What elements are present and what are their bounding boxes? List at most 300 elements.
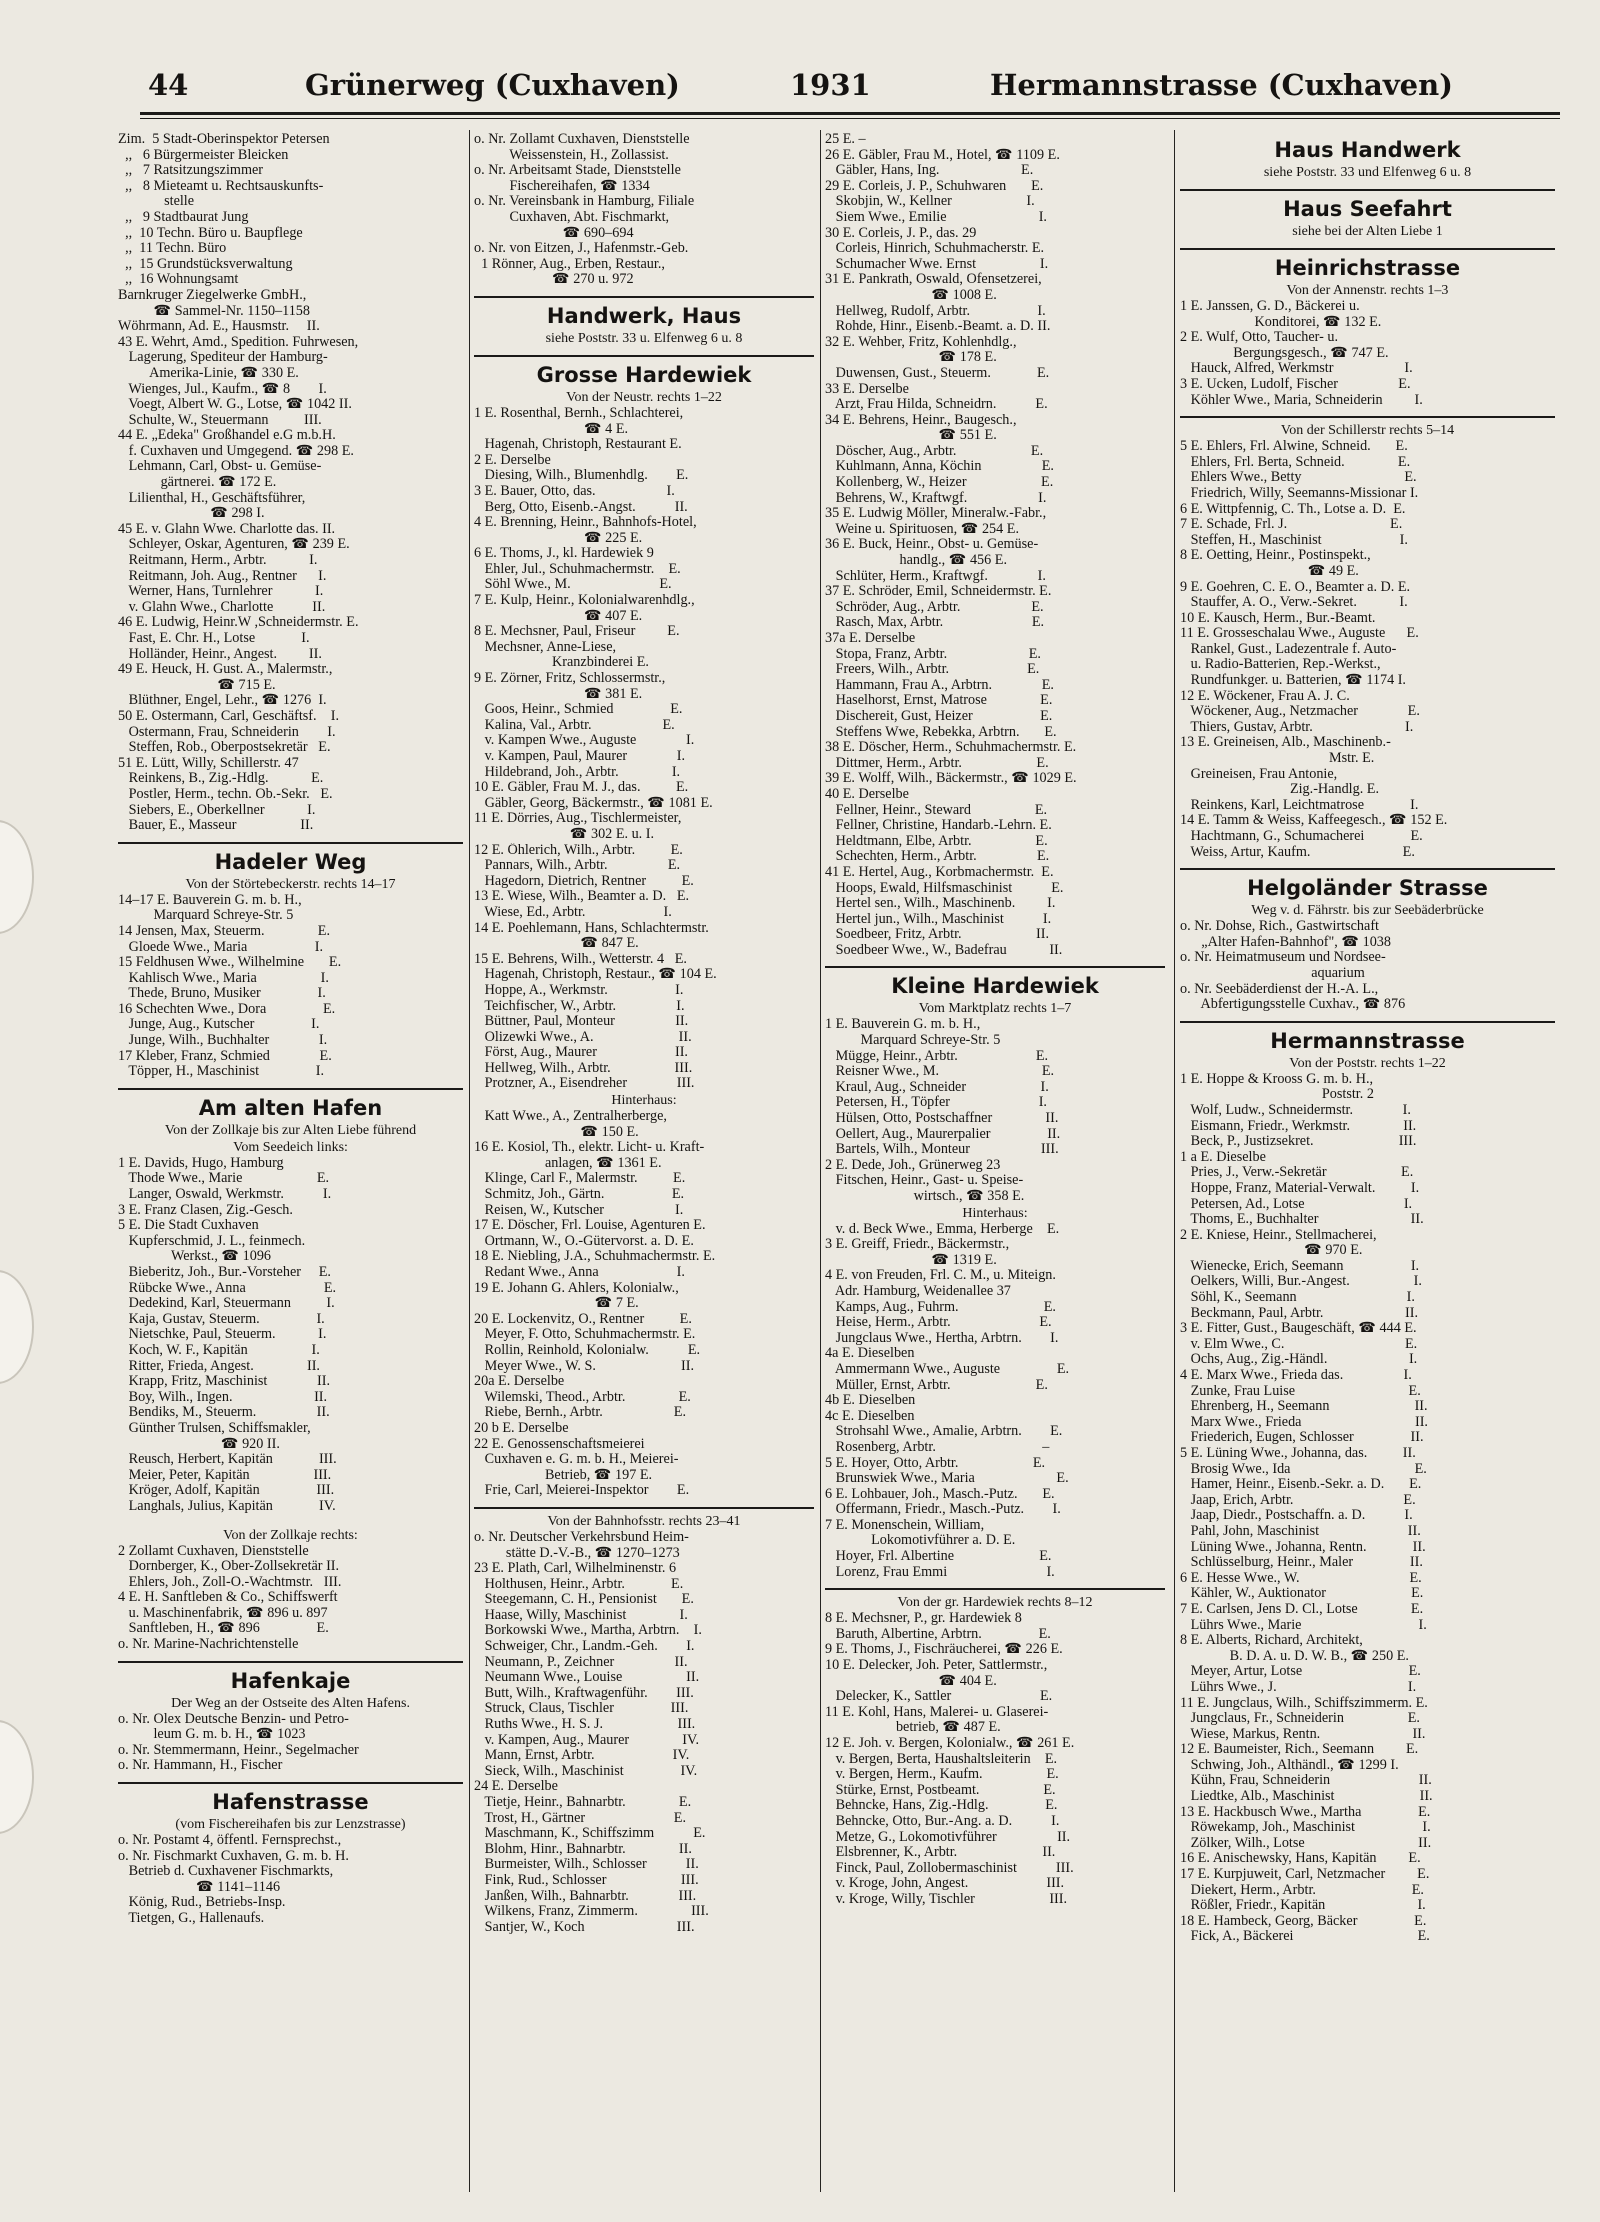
section-rule: [825, 966, 1165, 968]
directory-entry: 7 E. Schade, Frl. J. E.: [1180, 517, 1403, 533]
directory-entry: Brosig Wwe., Ida E.: [1180, 1461, 1427, 1477]
directory-entry: o. Nr. Stemmermann, Heinr., Segelmacher: [118, 1742, 359, 1758]
directory-entry: Tietgen, G., Hallenaufs.: [118, 1911, 265, 1926]
section-rule: [1180, 189, 1555, 191]
section-rule: [1180, 1021, 1555, 1023]
directory-entry: 29 E. Corleis, J. P., Schuhwaren E.: [825, 178, 1044, 194]
directory-entry: 3 E. Ucken, Ludolf, Fischer E.: [1180, 376, 1411, 392]
directory-entry: Meyer, F. Otto, Schuhmachermstr. E.: [474, 1327, 696, 1343]
directory-entry: Kahlisch Wwe., Maria I.: [118, 970, 329, 986]
directory-entry: Dedekind, Karl, Steuermann I.: [118, 1296, 335, 1312]
directory-entry: v. d. Beck Wwe., Emma, Herberge E.: [825, 1221, 1060, 1237]
directory-entry: 50 E. Ostermann, Carl, Geschäftsf. I.: [118, 708, 340, 724]
directory-entry: 25 E. –: [825, 132, 866, 147]
directory-entry: ☎ 847 E.: [474, 936, 639, 952]
directory-entry: ,, 6 Bürgermeister Bleicken: [118, 147, 289, 163]
directory-entry: o. Nr. Deutscher Verkehrsbund Heim-: [474, 1529, 689, 1545]
directory-entry: 39 E. Wolff, Wilh., Bäckermstr., ☎ 1029 E.: [825, 771, 1077, 787]
directory-entry: ☎ 4 E.: [474, 421, 629, 437]
directory-entry: Kranzbinderei E.: [474, 655, 649, 671]
directory-entry: Rosenberg, Arbtr. –: [825, 1439, 1050, 1455]
directory-entry: ☎ 178 E.: [825, 350, 997, 366]
directory-entry: 38 E. Döscher, Herm., Schuhmachermstr. E.: [825, 740, 1077, 756]
directory-entry: 49 E. Heuck, H. Gust. A., Malermstr.,: [118, 662, 333, 678]
punch-hole: [0, 820, 34, 934]
directory-entry: f. Cuxhaven und Umgegend. ☎ 298 E.: [118, 443, 354, 459]
directory-entry: Hellweg, Rudolf, Arbtr. I.: [825, 303, 1046, 319]
directory-entry: stätte D.-V.-B., ☎ 1270–1273: [474, 1545, 680, 1561]
directory-entry: v. Glahn Wwe., Charlotte II.: [118, 599, 326, 615]
directory-entry: Hildebrand, Joh., Arbtr. I.: [474, 764, 681, 780]
directory-entry: Skobjin, W., Kellner I.: [825, 194, 1035, 210]
directory-entry: Lührs Wwe., Marie I.: [1180, 1617, 1427, 1633]
directory-entry: Hertel sen., Wilh., Maschinenb. I.: [825, 896, 1056, 912]
directory-entry: Kupferschmid, J. L., feinmech.: [118, 1233, 306, 1249]
directory-entry: Janßen, Wilh., Bahnarbtr. III.: [474, 1888, 697, 1904]
directory-entry: 1 Rönner, Aug., Erben, Restaur.,: [474, 256, 665, 272]
directory-entry: 44 E. „Edeka" Großhandel e.G m.b.H.: [118, 428, 336, 444]
directory-entry: Meier, Peter, Kapitän III.: [118, 1467, 332, 1483]
directory-entry: Werner, Hans, Turnlehrer I.: [118, 584, 324, 600]
header-rule: [140, 112, 1560, 115]
directory-entry: Olizewki Wwe., A. II.: [474, 1029, 692, 1045]
directory-entry: Krapp, Fritz, Maschinist II.: [118, 1374, 330, 1390]
directory-entry: ☎ 1319 E.: [825, 1252, 997, 1268]
directory-entry: 11 E. Jungclaus, Wilh., Schiffszimmerm. E.: [1180, 1695, 1428, 1711]
directory-entry: 35 E. Ludwig Möller, Mineralw.-Fabr.,: [825, 506, 1047, 522]
directory-entry: Kröger, Adolf, Kapitän III.: [118, 1483, 335, 1499]
directory-entry: Neumann, P., Zeichner II.: [474, 1654, 688, 1670]
directory-entry: Kalina, Val., Arbtr. E.: [474, 717, 675, 733]
directory-entry: Sieck, Wilh., Maschinist IV.: [474, 1763, 698, 1779]
directory-entry: Behncke, Hans, Zig.-Hdlg. E.: [825, 1798, 1058, 1814]
directory-entry: Haase, Willy, Maschinist I.: [474, 1607, 688, 1623]
directory-entry: 22 E. Genossenschaftsmeierei: [474, 1436, 645, 1452]
directory-entry: Eismann, Friedr., Werkmstr. II.: [1180, 1118, 1417, 1134]
directory-entry: 1 a E. Dieselbe: [1180, 1149, 1266, 1165]
directory-entry: o. Nr. Olex Deutsche Benzin- und Petro-: [118, 1711, 349, 1727]
street-heading: Helgoländer Strasse: [1247, 876, 1488, 901]
directory-entry: Reitmann, Herm., Arbtr. I.: [118, 553, 318, 569]
directory-entry: Steffens Wwe, Rebekka, Arbtrn. E.: [825, 724, 1057, 740]
directory-entry: Marquard Schreye-Str. 5: [825, 1033, 1001, 1049]
section-rule: [474, 355, 814, 357]
directory-entry: 24 E. Derselbe: [474, 1779, 558, 1795]
directory-entry: Butt, Wilh., Kraftwagenführ. III.: [474, 1685, 694, 1701]
section-rule: [118, 1782, 463, 1784]
directory-entry: aquarium: [1180, 965, 1365, 981]
directory-entry: Ehlers, Frl. Berta, Schneid. E.: [1180, 454, 1411, 470]
directory-entry: 9 E. Zörner, Fritz, Schlossermstr.,: [474, 671, 666, 687]
directory-entry: 15 E. Behrens, Wilh., Wetterstr. 4 E.: [474, 951, 687, 967]
directory-entry: Kamps, Aug., Fuhrm. E.: [825, 1299, 1056, 1315]
directory-entry: ☎ 690–694: [474, 225, 634, 241]
directory-entry: 34 E. Behrens, Heinr., Baugesch.,: [825, 412, 1017, 428]
directory-entry: Hauck, Alfred, Werkmstr I.: [1180, 361, 1413, 377]
section-note: Vom Seedeich links:: [233, 1139, 348, 1155]
right-running-title: Hermannstrasse (Cuxhaven): [990, 68, 1453, 102]
directory-entry: Hammann, Frau A., Arbtrn. E.: [825, 677, 1054, 693]
directory-entry: o. Nr. Zollamt Cuxhaven, Dienststelle: [474, 132, 690, 147]
directory-entry: Friederich, Eugen, Schlosser II.: [1180, 1430, 1424, 1446]
section-note: Von der gr. Hardewiek rechts 8–12: [897, 1595, 1093, 1611]
section-note: Von der Neustr. rechts 1–22: [566, 389, 722, 405]
section-rule: [118, 842, 463, 844]
directory-entry: Duwensen, Gust., Steuerm. E.: [825, 365, 1050, 381]
directory-entry: Petersen, H., Töpfer I.: [825, 1095, 1047, 1111]
column-2: [474, 132, 814, 1935]
section-rule: [474, 1507, 814, 1509]
directory-entry: Stürke, Ernst, Postbeamt. E.: [825, 1782, 1056, 1798]
directory-entry: Reisner Wwe., M. E.: [825, 1064, 1055, 1080]
directory-entry: 9 E. Goehren, C. E. O., Beamter a. D. E.: [1180, 579, 1411, 595]
directory-entry: Siem Wwe., Emilie I.: [825, 209, 1047, 225]
directory-entry: Först, Aug., Maurer II.: [474, 1045, 688, 1061]
left-running-title: Grünerweg (Cuxhaven): [305, 68, 680, 102]
directory-entry: Büttner, Paul, Monteur II.: [474, 1014, 689, 1030]
directory-entry: 5 E. Hoyer, Otto, Arbtr. E.: [825, 1455, 1046, 1471]
directory-entry: Lokomotivführer a. D. E.: [825, 1533, 1016, 1549]
directory-entry: Hoops, Ewald, Hilfsmaschinist E.: [825, 880, 1064, 896]
section-note: Von der Schillerstr rechts 5–14: [1280, 423, 1455, 439]
directory-entry: ☎ 150 E.: [474, 1124, 639, 1140]
street-heading: Hermannstrasse: [1270, 1028, 1465, 1053]
directory-entry: Weissenstein, H., Zollassist.: [474, 147, 669, 163]
directory-entry: B. D. A. u. D. W. B., ☎ 250 E.: [1180, 1648, 1409, 1664]
directory-entry: Schumacher Wwe. Ernst I.: [825, 256, 1049, 272]
punch-hole: [0, 1720, 34, 1834]
section-note: Von der Bahnhofsstr. rechts 23–41: [547, 1513, 741, 1529]
directory-entry: o. Nr. Dohse, Rich., Gastwirtschaft: [1180, 919, 1379, 935]
directory-entry: Bendiks, M., Steuerm. II.: [118, 1405, 330, 1421]
directory-entry: Jaap, Diedr., Postschaffn. a. D. I.: [1180, 1508, 1413, 1524]
directory-entry: Abfertigungsstelle Cuxhav., ☎ 876: [1180, 997, 1406, 1013]
directory-entry: 18 E. Hambeck, Georg, Bäcker E.: [1180, 1913, 1427, 1929]
directory-entry: Schröder, Aug., Arbtr. E.: [825, 599, 1044, 615]
directory-entry: Müller, Ernst, Arbtr. E.: [825, 1377, 1048, 1393]
directory-entry: 51 E. Lütt, Willy, Schillerstr. 47: [118, 755, 299, 771]
directory-entry: Koch, W. F., Kapitän I.: [118, 1342, 320, 1358]
directory-entry: v. Kampen, Aug., Maurer IV.: [474, 1732, 699, 1748]
directory-entry: Weiss, Artur, Kaufm. E.: [1180, 844, 1415, 860]
directory-entry: 15 Feldhusen Wwe., Wilhelmine E.: [118, 955, 342, 971]
directory-entry: Steegemann, C. H., Pensionist E.: [474, 1592, 694, 1608]
directory-entry: 9 E. Thoms, J., Fischräucherei, ☎ 226 E.: [825, 1642, 1063, 1658]
header-rule-thin: [140, 118, 1560, 119]
section-note: siehe bei der Alten Liebe 1: [1292, 224, 1443, 239]
directory-entry: Fast, E. Chr. H., Lotse I.: [118, 631, 310, 646]
directory-entry: Meyer Wwe., W. S. II.: [474, 1358, 695, 1374]
directory-entry: Mann, Ernst, Arbtr. IV.: [474, 1748, 690, 1764]
section-note: (vom Fischereihafen bis zur Lenzstrasse): [175, 1817, 406, 1833]
directory-entry: 14 E. Poehlemann, Hans, Schlachtermstr.: [474, 920, 709, 936]
directory-entry: 2 E. Kniese, Heinr., Stellmacherei,: [1180, 1227, 1377, 1243]
directory-entry: Stopa, Franz, Arbtr. E.: [825, 646, 1041, 662]
directory-entry: Wilkens, Franz, Zimmerm. III.: [474, 1904, 709, 1920]
directory-entry: 4 E. von Freuden, Frl. C. M., u. Miteign.: [825, 1268, 1056, 1284]
directory-entry: Bergungsgesch., ☎ 747 E.: [1180, 345, 1389, 361]
directory-entry: Marx Wwe., Frieda II.: [1180, 1414, 1428, 1430]
directory-entry: Steffen, H., Maschinist I.: [1180, 532, 1408, 548]
directory-entry: 19 E. Johann G. Ahlers, Kolonialw.,: [474, 1280, 679, 1296]
directory-entry: Wiese, Markus, Rentn. II.: [1180, 1726, 1426, 1742]
page-number: 44: [148, 68, 189, 102]
directory-entry: Finck, Paul, Zollobermaschinist III.: [825, 1860, 1074, 1876]
directory-entry: Corleis, Hinrich, Schuhmacherstr. E.: [825, 241, 1045, 257]
directory-entry: Hagenah, Christoph, Restaurant E.: [474, 437, 682, 453]
directory-entry: ☎ Sammel-Nr. 1150–1158: [118, 303, 310, 319]
section-rule: [1180, 416, 1555, 418]
directory-entry: 45 E. v. Glahn Wwe. Charlotte das. II.: [118, 521, 336, 537]
directory-entry: 12 E. Joh. v. Bergen, Kolonialw., ☎ 261 E.: [825, 1736, 1075, 1751]
directory-entry: Tietje, Heinr., Bahnarbtr. E.: [474, 1795, 692, 1810]
directory-entry: Reinkens, B., Zig.-Hdlg. E.: [118, 771, 324, 787]
directory-entry: Hagenah, Christoph, Restaur., ☎ 104 E.: [474, 967, 717, 983]
directory-entry: Reinkens, Karl, Leichtmatrose I.: [1180, 797, 1419, 813]
directory-entry: Heldtmann, Elbe, Arbtr. E.: [825, 833, 1048, 849]
directory-entry: Döscher, Aug., Arbtr. E.: [825, 443, 1044, 459]
directory-entry: Schwing, Joh., Althändl., ☎ 1299 I.: [1180, 1757, 1399, 1773]
directory-entry: v. Kroge, Willy, Tischler III.: [825, 1891, 1068, 1907]
directory-entry: 1 E. Janssen, G. D., Bäckerei u.: [1180, 299, 1360, 314]
directory-entry: ,, 9 Stadtbaurat Jung: [118, 209, 249, 225]
directory-entry: Wöckener, Aug., Netzmacher E.: [1180, 704, 1420, 720]
directory-entry: ,, 10 Techn. Büro u. Baupflege: [118, 225, 303, 241]
directory-entry: Junge, Wilh., Buchhalter I.: [118, 1033, 328, 1049]
directory-entry: Ehlers, Joh., Zoll-O.-Wachtmstr. III.: [118, 1574, 342, 1590]
directory-entry: Betrieb, ☎ 197 E.: [474, 1467, 653, 1483]
section-rule: [474, 296, 814, 298]
directory-entry: ☎ 225 E.: [474, 530, 643, 546]
directory-entry: Rankel, Gust., Ladezentrale f. Auto-: [1180, 641, 1397, 657]
directory-entry: 2 Zollamt Cuxhaven, Dienststelle: [118, 1543, 309, 1559]
directory-entry: Goos, Heinr., Schmied E.: [474, 702, 683, 718]
directory-entry: Heise, Herm., Arbtr. E.: [825, 1315, 1052, 1331]
directory-entry: Ritter, Frieda, Angest. II.: [118, 1358, 320, 1374]
directory-entry: Barnkruger Ziegelwerke GmbH.,: [118, 287, 307, 303]
column-divider: [469, 130, 470, 2192]
street-heading: Hadeler Weg: [214, 849, 367, 874]
directory-entry: 16 E. Anischewsky, Hans, Kapitän E.: [1180, 1851, 1421, 1867]
directory-entry: Schulte, W., Steuermann III.: [118, 412, 322, 428]
directory-entry: 37a E. Derselbe: [825, 631, 916, 646]
directory-entry: Langhals, Julius, Kapitän IV.: [118, 1498, 336, 1514]
directory-entry: 7 E. Kulp, Heinr., Kolonialwarenhdlg.,: [474, 593, 695, 609]
directory-entry: 13 E. Hackbusch Wwe., Martha E.: [1180, 1804, 1431, 1820]
directory-entry: Köhler Wwe., Maria, Schneiderin I.: [1180, 392, 1423, 408]
directory-entry: Ortmann, W., O.-Gütervorst. a. D. E.: [474, 1233, 694, 1249]
directory-entry: Brunswiek Wwe., Maria E.: [825, 1471, 1069, 1487]
section-rule: [825, 1588, 1165, 1590]
directory-entry: Klinge, Carl F., Malermstr. E.: [474, 1171, 686, 1187]
directory-entry: Günther Trulsen, Schiffsmakler,: [118, 1420, 311, 1436]
directory-entry: Zim. 5 Stadt-Oberinspektor Petersen: [118, 132, 330, 147]
directory-entry: Hamer, Heinr., Eisenb.-Sekr. a. D. E.: [1180, 1477, 1422, 1493]
directory-entry: ☎ 298 I.: [118, 506, 265, 522]
directory-entry: Hülsen, Otto, Postschaffner II.: [825, 1111, 1059, 1127]
directory-entry: 30 E. Corleis, J. P., das. 29: [825, 225, 977, 241]
directory-entry: Bieberitz, Joh., Bur.-Vorsteher E.: [118, 1265, 331, 1280]
directory-entry: Hagedorn, Dietrich, Rentner E.: [474, 873, 694, 889]
directory-entry: Gloede Wwe., Maria I.: [118, 939, 324, 955]
directory-entry: 2 E. Dede, Joh., Grünerweg 23: [825, 1157, 1001, 1173]
directory-entry: u. Maschinenfabrik, ☎ 896 u. 897: [118, 1605, 328, 1621]
directory-entry: 3 E. Fitter, Gust., Baugeschäft, ☎ 444 E.: [1180, 1321, 1417, 1337]
directory-entry: 4 E. Brenning, Heinr., Bahnhofs-Hotel,: [474, 515, 697, 531]
directory-entry: 31 E. Pankrath, Oswald, Ofensetzerei,: [825, 272, 1042, 288]
directory-entry: leum G. m. b. H., ☎ 1023: [118, 1727, 306, 1743]
directory-entry: 16 Schechten Wwe., Dora E.: [118, 1001, 336, 1017]
directory-entry: u. Radio-Batterien, Rep.-Werkst.,: [1180, 657, 1381, 673]
directory-entry: Baruth, Albertine, Arbtrn. E.: [825, 1626, 1051, 1642]
directory-entry: Rundfunkger. u. Batterien, ☎ 1174 I.: [1180, 673, 1406, 689]
directory-entry: Borkowski Wwe., Martha, Arbtrn. I.: [474, 1623, 702, 1639]
directory-entry: Reisen, W., Kutscher I.: [474, 1202, 684, 1218]
directory-entry: Oelkers, Willi, Bur.-Angest. I.: [1180, 1274, 1422, 1290]
section-note: Von der Zollkaje bis zur Alten Liebe führend: [164, 1122, 417, 1138]
directory-entry: Haselhorst, Ernst, Matrose E.: [825, 693, 1053, 709]
section-rule: [118, 1088, 463, 1090]
directory-entry: Lagerung, Spediteur der Hamburg-: [118, 350, 328, 366]
directory-entry: Wienges, Jul., Kaufm., ☎ 8 I.: [118, 381, 327, 397]
directory-entry: Siebers, E., Oberkellner I.: [118, 802, 316, 818]
directory-entry: 4 E. H. Sanftleben & Co., Schiffswerft: [118, 1590, 338, 1606]
directory-entry: Delecker, K., Sattler E.: [825, 1689, 1053, 1705]
directory-entry: 14 Jensen, Max, Steuerm. E.: [118, 923, 330, 939]
directory-entry: v. Bergen, Herm., Kaufm. E.: [825, 1767, 1059, 1783]
directory-entry: 32 E. Wehber, Fritz, Kohlenhdlg.,: [825, 334, 1017, 350]
directory-entry: o. Nr. von Eitzen, J., Hafenmstr.-Geb.: [474, 241, 689, 257]
directory-entry: gärtnerei. ☎ 172 E.: [118, 475, 277, 491]
directory-entry: ☎ 7 E.: [474, 1296, 639, 1312]
directory-entry: Wiese, Ed., Arbtr. I.: [474, 904, 672, 920]
directory-entry: 20 b E. Derselbe: [474, 1420, 569, 1436]
directory-entry: Hoppe, A., Werkmstr. I.: [474, 982, 684, 998]
directory-entry: 14 E. Tamm & Weiss, Kaffeegesch., ☎ 152 E.: [1180, 813, 1448, 829]
directory-entry: 16 E. Kosiol, Th., elektr. Licht- u. Kraft-: [474, 1140, 705, 1156]
street-heading: Haus Handwerk: [1274, 138, 1461, 162]
directory-entry: Redant Wwe., Anna I.: [474, 1265, 685, 1280]
directory-entry: „Alter Hafen-Bahnhof", ☎ 1038: [1180, 934, 1391, 950]
directory-entry: Werkst., ☎ 1096: [118, 1249, 272, 1265]
directory-entry: Fitschen, Heinr., Gast- u. Speise-: [825, 1173, 1024, 1189]
directory-entry: Greineisen, Frau Antonie,: [1180, 766, 1338, 782]
section-note: Von der Zollkaje rechts:: [223, 1527, 358, 1543]
directory-entry: ☎ 404 E.: [825, 1673, 997, 1689]
directory-entry: ,, 11 Techn. Büro: [118, 241, 227, 257]
directory-entry: Wöhrmann, Ad. E., Hausmstr. II.: [118, 319, 320, 335]
directory-entry: Kähler, W., Auktionator E.: [1180, 1586, 1424, 1602]
page-header: [140, 64, 1560, 112]
directory-entry: Friedrich, Willy, Seemanns-Missionar I.: [1180, 485, 1419, 501]
directory-entry: Bartels, Wilh., Monteur III.: [825, 1142, 1059, 1158]
directory-entry: ☎ 715 E.: [118, 677, 276, 693]
directory-entry: wirtsch., ☎ 358 E.: [825, 1189, 1025, 1204]
directory-entry: Dittmer, Herm., Arbtr. E.: [825, 755, 1049, 771]
directory-entry: Hoppe, Franz, Material-Verwalt. I.: [1180, 1180, 1420, 1196]
directory-entry: Langer, Oswald, Werkmstr. I.: [118, 1187, 332, 1203]
directory-entry: Beckmann, Paul, Arbtr. II.: [1180, 1305, 1419, 1321]
directory-entry: 1 E. Hoppe & Krooss G. m. b. H.,: [1180, 1071, 1374, 1087]
directory-entry: Diekert, Herm., Arbtr. E.: [1180, 1882, 1424, 1898]
directory-entry: 8 E. Oetting, Heinr., Postinspekt.,: [1180, 548, 1371, 564]
directory-entry: 4 E. Marx Wwe., Frieda das. I.: [1180, 1368, 1412, 1384]
directory-entry: Adr. Hamburg, Weidenallee 37: [825, 1283, 1011, 1299]
directory-entry: o. Nr. Hammann, H., Fischer: [118, 1758, 283, 1774]
directory-entry: Ammermann Wwe., Auguste E.: [825, 1361, 1070, 1377]
directory-entry: Schleyer, Oskar, Agenturen, ☎ 239 E.: [118, 537, 350, 553]
directory-entry: Thoms, E., Buchhalter II.: [1180, 1212, 1424, 1228]
directory-entry: 8 E. Mechsner, P., gr. Hardewiek 8: [825, 1611, 1022, 1627]
directory-entry: Mechsner, Anne-Liese,: [474, 639, 617, 655]
column-1: [118, 132, 463, 1927]
directory-entry: Lührs Wwe., J. I.: [1180, 1679, 1417, 1695]
directory-entry: Trost, H., Gärtner E.: [474, 1810, 687, 1826]
section-note: Vom Marktplatz rechts 1–7: [918, 1001, 1072, 1017]
directory-entry: Schweiger, Chr., Landm.-Geh. I.: [474, 1639, 695, 1655]
directory-entry: Soedbeer Wwe., W., Badefrau II.: [825, 942, 1063, 958]
directory-entry: ☎ 302 E. u. I.: [474, 826, 655, 842]
directory-entry: v. Bergen, Berta, Haushaltsleiterin E.: [825, 1751, 1058, 1767]
directory-entry: 46 E. Ludwig, Heinr.W ,Schneidermstr. E.: [118, 615, 359, 631]
year: 1931: [790, 68, 871, 102]
directory-entry: 1 E. Bauverein G. m. b. H.,: [825, 1017, 981, 1033]
directory-entry: Diesing, Wilh., Blumenhdlg. E.: [474, 468, 689, 484]
directory-entry: 6 E. Hesse Wwe., W. E.: [1180, 1570, 1422, 1586]
directory-entry: Santjer, W., Koch III.: [474, 1919, 695, 1935]
street-heading: Kleine Hardewiek: [891, 974, 1099, 999]
directory-entry: König, Rud., Betriebs-Insp.: [118, 1895, 286, 1911]
directory-entry: Freers, Wilh., Arbtr. E.: [825, 662, 1040, 678]
directory-entry: 43 E. Wehrt, Amd., Spedition. Fuhrwesen,: [118, 334, 359, 350]
directory-entry: Söhl, K., Seemann I.: [1180, 1290, 1415, 1306]
directory-entry: Zunke, Frau Luise E.: [1180, 1383, 1421, 1399]
directory-entry: 12 E. Öhlerich, Wilh., Arbtr. E.: [474, 842, 683, 858]
directory-entry: Behrens, W., Kraftwgf. I.: [825, 490, 1047, 506]
directory-entry: Cuxhaven e. G. m. b. H., Meierei-: [474, 1452, 679, 1468]
directory-entry: Rößler, Friedr., Kapitän I.: [1180, 1898, 1426, 1914]
directory-entry: betrieb, ☎ 487 E.: [825, 1720, 1001, 1736]
street-heading: Heinrichstrasse: [1274, 256, 1461, 280]
directory-entry: Hachtmann, G., Schumacherei E.: [1180, 829, 1423, 844]
directory-entry: Amerika-Linie, ☎ 330 E.: [118, 365, 299, 381]
directory-entry: 11 E. Kohl, Hans, Malerei- u. Glaserei-: [825, 1704, 1049, 1720]
section-note: Hinterhaus:: [611, 1093, 677, 1109]
directory-entry: o. Nr. Seebäderdienst der H.-A. L.,: [1180, 981, 1379, 997]
directory-entry: Voegt, Albert W. G., Lotse, ☎ 1042 II.: [118, 397, 352, 413]
directory-entry: Dischereit, Gust, Heizer E.: [825, 708, 1053, 724]
directory-entry: Röwekamp, Joh., Maschinist I.: [1180, 1820, 1431, 1836]
directory-entry: Gäbler, Hans, Ing. E.: [825, 163, 1034, 179]
section-note: Der Weg an der Ostseite des Alten Hafens.: [171, 1695, 410, 1711]
directory-entry: 8 E. Alberts, Richard, Architekt,: [1180, 1633, 1363, 1649]
section-note: siehe Poststr. 33 und Elfenweg 6 u. 8: [1263, 165, 1472, 180]
directory-entry: 13 E. Greineisen, Alb., Maschinenb.-: [1180, 735, 1391, 751]
directory-entry: 2 E. Wulf, Otto, Taucher- u.: [1180, 330, 1338, 346]
directory-entry: Sanftleben, H., ☎ 896 E.: [118, 1621, 329, 1637]
column-divider: [1174, 130, 1175, 2192]
street-heading: Am alten Hafen: [198, 1095, 383, 1120]
directory-entry: 20 E. Lockenvitz, O., Rentner E.: [474, 1311, 692, 1327]
directory-entry: ☎ 551 E.: [825, 428, 997, 444]
directory-entry: o. Nr. Fischmarkt Cuxhaven, G. m. b. H.: [118, 1848, 349, 1864]
directory-entry: 7 E. Monenschein, William,: [825, 1517, 985, 1533]
directory-entry: Kollenberg, W., Heizer E.: [825, 475, 1054, 491]
directory-entry: 2 E. Derselbe: [474, 452, 551, 468]
directory-entry: Jungclaus, Fr., Schneiderin E.: [1180, 1711, 1420, 1727]
directory-entry: 4b E. Dieselben: [825, 1393, 916, 1409]
directory-entry: 10 E. Gäbler, Frau M. J., das. E.: [474, 780, 689, 796]
